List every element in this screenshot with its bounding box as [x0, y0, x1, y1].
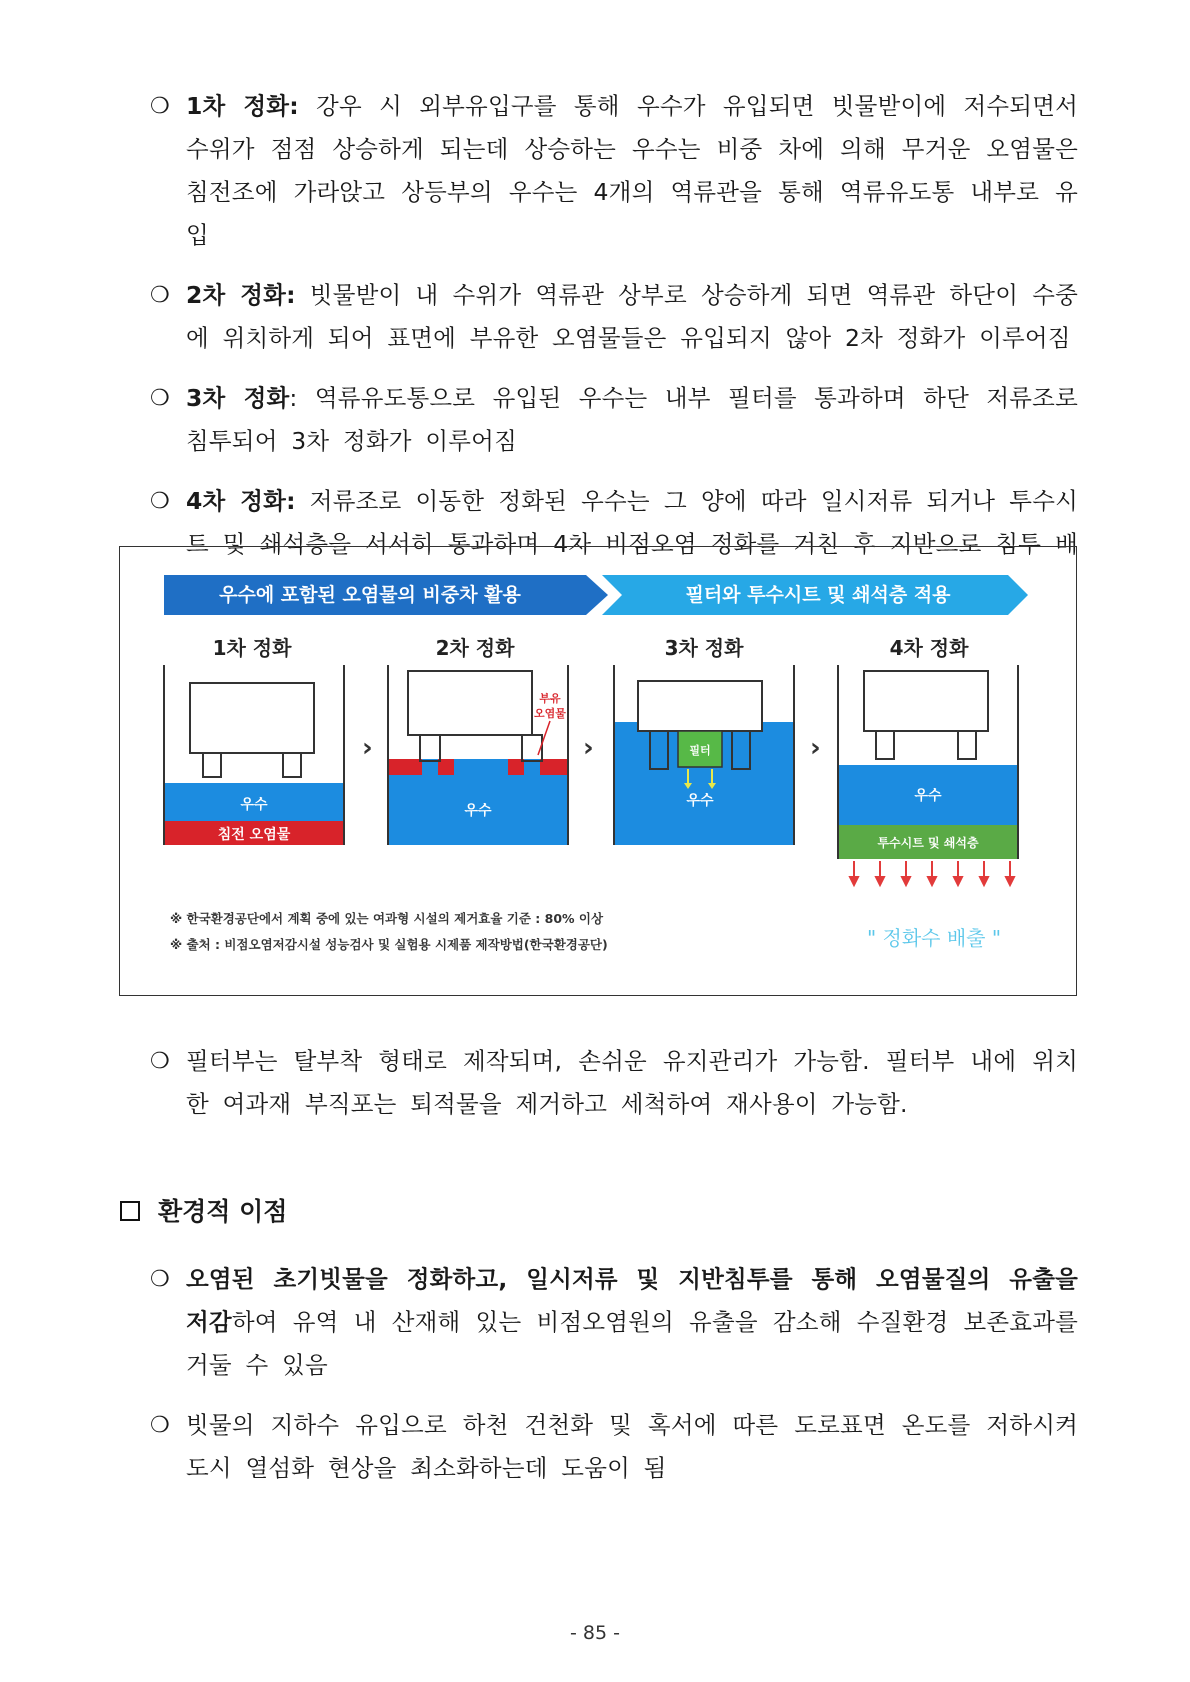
circle-bullet-icon: ❍ [150, 283, 170, 308]
circle-bullet-icon: ❍ [150, 386, 170, 411]
backflow-pipe [522, 735, 542, 761]
backflow-pipe [283, 753, 301, 777]
flow-guide-box [408, 671, 532, 735]
flow-guide-box [638, 681, 762, 731]
bullet-label: 2차 정화: [186, 281, 296, 309]
bullet-body: 하여 유역 내 산재해 있는 비점오염원의 유출을 감소해 수질환경 보존효과를 거둘 수 있음 [186, 1308, 1078, 1379]
bullet-body: 빗물받이 내 수위가 역류관 상부로 상승하게 되면 역류관 하단이 수중에 위치하게 되어 표면에 부유한 오염물들은 유입되지 않아 2차 정화가 이루어짐 [186, 281, 1079, 352]
banner-right-text: 필터와 투수시트 및 쇄석층 적용 [685, 584, 951, 606]
water-label: 우수 [240, 797, 268, 813]
bullet-filter [150, 1040, 1078, 1126]
bullet-stage-2 [150, 274, 1078, 360]
bullet-env-1 [150, 1258, 1078, 1387]
circle-bullet-icon: ❍ [150, 94, 170, 119]
purification-stage-list [150, 85, 1078, 609]
bullet-body: 빗물의 지하수 유입으로 하천 건천화 및 혹서에 따른 도로표면 온도를 저하시켜 도시 열섬화 현상을 최소화하는데 도움이 됨 [186, 1411, 1078, 1482]
purification-diagram-frame [119, 546, 1077, 996]
discharge-label: " 정화수 배출 " [866, 926, 1002, 950]
flow-guide-box [864, 671, 988, 731]
chevron-right-icon: › [583, 733, 594, 763]
bullet-label: 1차 정화: [186, 92, 299, 120]
chevron-right-icon: › [362, 733, 373, 763]
stage-1-diagram [164, 665, 344, 845]
bullet-label: 3차 정화 [186, 384, 290, 412]
stage-4-title: 4차 정화 [889, 636, 969, 660]
bullet-body: 강우 시 외부유입구를 통해 우수가 유입되면 빗물받이에 저수되면서 수위가 점점 상승하게 되는데 상승하는 우수는 비중 차에 의해 무거운 오염물은 침전조에 가라앉고 상등부의 우수는 4개의 역류관을 통해 역류유도통 내부로 유입 [186, 92, 1078, 249]
figure-note-1: ※ 한국환경공단에서 계획 중에 있는 여과형 시설의 제거효율 기준 : 80% 이상 [170, 911, 604, 926]
stage-3-title: 3차 정화 [664, 636, 744, 660]
floating-label-line-1: 부유 [539, 692, 561, 705]
discharge-arrows [850, 861, 1014, 885]
page-number: - 85 - [570, 1622, 620, 1644]
bullet-label: 오염된 초기빗물을 정화하고, 일시저류 및 지반침투를 통해 오염물질의 유출을 저감 [186, 1265, 1078, 1336]
stage-3-diagram [614, 665, 794, 845]
circle-bullet-icon: ❍ [150, 489, 170, 514]
water-label: 우수 [686, 793, 714, 809]
bullet-label: 4차 정화: [186, 487, 296, 515]
floating-label-line-2: 오염물 [534, 707, 566, 720]
bullet-stage-3 [150, 377, 1078, 463]
filter-label: 필터 [689, 744, 711, 757]
stage-4-diagram [838, 665, 1018, 950]
flow-guide-box [190, 683, 314, 753]
backflow-pipe [958, 731, 976, 759]
bullet-body: 필터부는 탈부착 형태로 제작되며, 손쉬운 유지관리가 가능함. 필터부 내에 위치한 여과재 부직포는 퇴적물을 제거하고 세척하여 재사용이 가능함. [186, 1047, 1078, 1118]
section-heading [120, 1192, 287, 1232]
bullet-body: 저류조로 이동한 정화된 우수는 그 양에 따라 일시저류 되거나 투수시트 및 쇄석층을 서서히 통과하며 4차 비점오염 정화를 거친 후 지반으로 침투 배 [186, 487, 1079, 558]
backflow-pipe [420, 735, 440, 761]
water-label: 우수 [464, 803, 492, 819]
backflow-pipe [203, 753, 221, 777]
banner-left-text: 우수에 포함된 오염물의 비중차 활용 [219, 584, 521, 606]
figure-note-2: ※ 출처 : 비점오염저감시설 성능검사 및 실험용 시제품 제작방법(한국환경공단) [170, 937, 608, 952]
chevron-right-icon: › [810, 733, 821, 763]
section-title: 환경적 이점 [158, 1197, 288, 1226]
purification-diagram [120, 547, 1076, 995]
square-bullet-icon [120, 1201, 140, 1221]
permeable-label: 투수시트 및 쇄석층 [877, 836, 979, 850]
bullet-env-2 [150, 1404, 1078, 1490]
circle-bullet-icon: ❍ [150, 1413, 170, 1438]
filter-bullet-block [150, 1040, 1078, 1126]
stage-1-title: 1차 정화 [212, 636, 292, 660]
sediment-label: 침전 오염물 [217, 827, 291, 843]
stage-2-title: 2차 정화 [435, 636, 515, 660]
stage-2-diagram [388, 665, 568, 845]
circle-bullet-icon: ❍ [150, 1049, 170, 1074]
water-label: 우수 [914, 788, 942, 804]
environmental-benefit-list [150, 1258, 1078, 1490]
bullet-stage-1 [150, 85, 1078, 257]
backflow-pipe [876, 731, 894, 759]
circle-bullet-icon: ❍ [150, 1267, 170, 1292]
bullet-body: : 역류유도통으로 유입된 우수는 내부 필터를 통과하며 하단 저류조로 침투되어 3차 정화가 이루어짐 [186, 384, 1078, 455]
pointer-line [538, 721, 550, 755]
